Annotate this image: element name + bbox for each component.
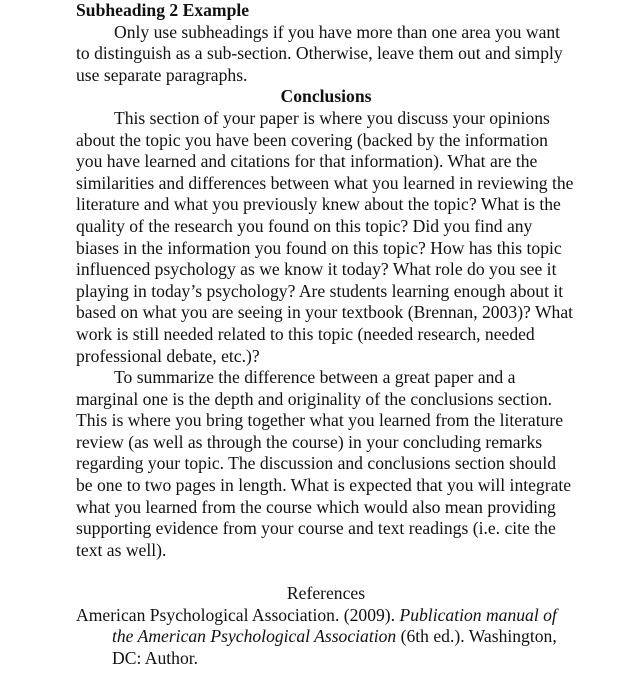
conclusions-paragraph-2: To summarize the difference between a great paper and a marginal one is the depth and originality of the conclusions section. This is where you bring together what you learned from the literature review (as well as through the course) in your concluding remarks regarding your topic. The discussion and conclusions section should be one to two pages in length. What is expected that you will integrate what you learned from the course which would also mean providing supporting evidence from your course and text readings (i.e. cite the text as well). xyxy=(76,367,572,560)
reference-title: Publication manual of the American Psychological Association xyxy=(112,604,557,647)
reference-author-year: American Psychological Association. (2009). xyxy=(76,604,400,625)
subheading-2-paragraph: Only use subheadings if you have more than one area you want to distinguish as a sub-section. Otherwise, leave them out and simply use separate paragraphs. xyxy=(76,21,563,85)
conclusions-heading: Conclusions xyxy=(280,86,372,107)
conclusions-paragraph-1: This section of your paper is where you discuss your opinions about the topic you have been covering (backed by the information you have learned and citations for that information). What are the similarities and differences between what you learned in reviewing the literature and what you previously knew about the topic? What is the quality of the research you found on this topic? Did you find any biases in the information you found on this topic? How has this topic influenced psychology as we know it today? What role do you see it playing in today’s psychology? Are students learning enough about it based on what you are seeing in your textbook (Brennan, 2003)? What work is still needed related to this topic (needed research, needed professional debate, etc.)? xyxy=(76,107,574,366)
reference-publication-info: (6th ed.). Washington, DC: Author. xyxy=(112,626,557,668)
section-spacer xyxy=(76,561,576,583)
document-page xyxy=(76,0,576,669)
subheading-2: Subheading 2 Example xyxy=(76,0,250,20)
references-heading: References xyxy=(286,583,366,604)
reference-entry xyxy=(76,605,576,670)
